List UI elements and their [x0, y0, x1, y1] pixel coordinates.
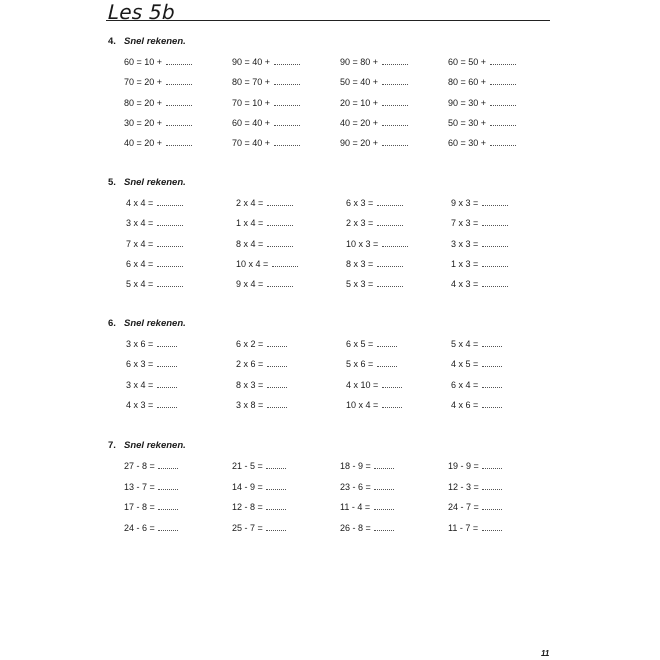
exercise-row — [0, 56, 660, 70]
exercise-expression: 70 = 10 + — [232, 97, 271, 108]
exercise-expression: 90 = 80 + — [340, 57, 379, 67]
answer-blank[interactable] — [157, 245, 183, 247]
answer-blank[interactable] — [377, 204, 403, 206]
exercise-item — [124, 117, 192, 129]
exercise-expression: 10 x 4 = — [346, 399, 379, 410]
answer-blank[interactable] — [482, 265, 508, 267]
exercise-expression: 4 x 3 = — [126, 399, 154, 410]
exercise-item — [448, 481, 502, 493]
exercise-item — [124, 460, 178, 472]
exercise-item — [232, 56, 300, 68]
exercise-item — [236, 399, 287, 411]
exercise-item — [448, 117, 516, 129]
exercise-item — [124, 97, 192, 109]
exercise-expression: 50 = 40 + — [340, 77, 379, 88]
exercise-item — [232, 97, 300, 109]
answer-blank[interactable] — [158, 508, 178, 510]
exercise-expression: 40 = 20 + — [340, 117, 379, 128]
answer-blank[interactable] — [267, 345, 287, 347]
exercise-expression: 4 x 5 = — [451, 359, 479, 370]
exercise-expression: 27 - 8 = — [124, 461, 155, 471]
exercise-item — [124, 501, 178, 513]
exercise-expression: 12 - 8 = — [232, 502, 263, 512]
exercise-expression: 3 x 6 = — [126, 339, 154, 349]
answer-blank[interactable] — [382, 245, 408, 247]
exercise-row — [0, 97, 660, 111]
exercise-item — [236, 238, 293, 250]
exercise-expression: 2 x 4 = — [236, 198, 264, 208]
exercise-expression: 4 x 10 = — [346, 379, 379, 390]
answer-blank[interactable] — [267, 406, 287, 408]
exercise-expression: 70 = 40 + — [232, 138, 271, 149]
answer-blank[interactable] — [482, 345, 502, 347]
answer-blank[interactable] — [482, 386, 502, 388]
answer-blank[interactable] — [374, 508, 394, 510]
answer-blank[interactable] — [382, 104, 408, 106]
exercise-item — [124, 56, 192, 68]
exercise-item — [451, 338, 502, 350]
answer-blank[interactable] — [266, 508, 286, 510]
page-title: Les 5b — [107, 0, 176, 24]
answer-blank[interactable] — [374, 529, 394, 531]
section-title: Snel rekenen. — [124, 36, 186, 47]
answer-blank[interactable] — [482, 467, 502, 469]
exercise-expression: 80 = 60 + — [448, 77, 487, 88]
exercise-item — [340, 76, 408, 88]
section-number: 6. — [108, 318, 116, 329]
answer-blank[interactable] — [490, 104, 516, 106]
exercise-item — [448, 460, 502, 472]
exercise-item — [451, 379, 502, 391]
answer-blank[interactable] — [157, 285, 183, 287]
exercise-item — [232, 137, 300, 149]
exercise-item — [346, 258, 403, 270]
answer-blank[interactable] — [490, 83, 516, 85]
section-number: 5. — [108, 177, 116, 188]
exercise-item — [451, 197, 508, 209]
answer-blank[interactable] — [158, 529, 178, 531]
exercise-expression: 11 - 7 = — [448, 522, 479, 533]
exercise-item — [448, 137, 516, 149]
section-number: 4. — [108, 36, 116, 47]
exercise-expression: 21 - 5 = — [232, 461, 263, 471]
exercise-item — [346, 379, 402, 391]
answer-blank[interactable] — [158, 467, 178, 469]
exercise-item — [340, 522, 394, 534]
exercise-expression: 4 x 4 = — [126, 198, 154, 208]
exercise-row — [0, 379, 660, 393]
exercise-expression: 24 - 6 = — [124, 522, 155, 533]
answer-blank[interactable] — [267, 365, 287, 367]
answer-blank[interactable] — [266, 488, 286, 490]
answer-blank[interactable] — [157, 345, 177, 347]
answer-blank[interactable] — [490, 124, 516, 126]
exercise-expression: 17 - 8 = — [124, 502, 155, 512]
exercise-expression: 9 x 3 = — [451, 198, 479, 208]
answer-blank[interactable] — [482, 365, 502, 367]
exercise-expression: 13 - 7 = — [124, 481, 155, 492]
exercise-item — [232, 117, 300, 129]
exercise-expression: 10 x 4 = — [236, 258, 269, 269]
exercise-expression: 5 x 4 = — [126, 279, 154, 290]
exercise-expression: 1 x 3 = — [451, 258, 479, 269]
answer-blank[interactable] — [382, 83, 408, 85]
exercise-item — [340, 481, 394, 493]
exercise-item — [126, 238, 183, 250]
exercise-item — [236, 217, 293, 229]
exercise-item — [126, 399, 177, 411]
exercise-item — [124, 137, 192, 149]
exercise-expression: 19 - 9 = — [448, 461, 479, 471]
exercise-row — [0, 399, 660, 413]
answer-blank[interactable] — [267, 285, 293, 287]
answer-blank[interactable] — [272, 265, 298, 267]
exercise-expression: 7 x 3 = — [451, 218, 479, 229]
exercise-expression: 60 = 10 + — [124, 57, 163, 67]
exercise-item — [340, 460, 394, 472]
exercise-item — [448, 56, 516, 68]
exercise-expression: 6 x 3 = — [126, 359, 154, 370]
exercise-item — [340, 501, 394, 513]
answer-blank[interactable] — [377, 345, 397, 347]
exercise-item — [448, 76, 516, 88]
exercise-row — [0, 501, 660, 515]
exercise-item — [236, 338, 287, 350]
answer-blank[interactable] — [274, 144, 300, 146]
exercise-row — [0, 238, 660, 252]
exercise-expression: 5 x 4 = — [451, 339, 479, 349]
exercise-item — [126, 197, 183, 209]
exercise-expression: 6 x 4 = — [126, 258, 154, 269]
answer-blank[interactable] — [490, 63, 516, 65]
exercise-expression: 5 x 3 = — [346, 279, 374, 290]
answer-blank[interactable] — [157, 386, 177, 388]
answer-blank[interactable] — [377, 265, 403, 267]
exercise-item — [124, 76, 192, 88]
answer-blank[interactable] — [382, 63, 408, 65]
exercise-item — [126, 278, 183, 290]
section-heading — [108, 177, 186, 188]
exercise-item — [451, 217, 508, 229]
exercise-expression: 5 x 6 = — [346, 359, 374, 370]
section-heading — [108, 318, 186, 329]
exercise-expression: 80 = 70 + — [232, 77, 271, 88]
answer-blank[interactable] — [482, 488, 502, 490]
exercise-item — [346, 238, 408, 250]
answer-blank[interactable] — [157, 224, 183, 226]
exercise-expression: 26 - 8 = — [340, 522, 371, 533]
exercise-item — [340, 97, 408, 109]
exercise-row — [0, 76, 660, 90]
exercise-expression: 11 - 4 = — [340, 502, 371, 512]
exercise-row — [0, 217, 660, 231]
exercise-item — [451, 258, 508, 270]
answer-blank[interactable] — [158, 488, 178, 490]
exercise-expression: 14 - 9 = — [232, 481, 263, 492]
answer-blank[interactable] — [267, 386, 287, 388]
exercise-row — [0, 117, 660, 131]
exercise-expression: 20 = 10 + — [340, 97, 379, 108]
exercise-expression: 40 = 20 + — [124, 138, 163, 149]
section-title: Snel rekenen. — [124, 318, 186, 329]
exercise-expression: 60 = 50 + — [448, 57, 487, 67]
exercise-expression: 18 - 9 = — [340, 461, 371, 471]
answer-blank[interactable] — [267, 224, 293, 226]
exercise-item — [124, 481, 178, 493]
exercise-item — [340, 56, 408, 68]
exercise-item — [236, 278, 293, 290]
exercise-expression: 3 x 4 = — [126, 218, 154, 229]
answer-blank[interactable] — [166, 83, 192, 85]
answer-blank[interactable] — [482, 529, 502, 531]
exercise-row — [0, 481, 660, 495]
exercise-expression: 90 = 20 + — [340, 138, 379, 149]
answer-blank[interactable] — [267, 245, 293, 247]
exercise-expression: 7 x 4 = — [126, 238, 154, 249]
exercise-row — [0, 137, 660, 151]
answer-blank[interactable] — [166, 144, 192, 146]
answer-blank[interactable] — [482, 406, 502, 408]
answer-blank[interactable] — [157, 406, 177, 408]
exercise-item — [448, 522, 502, 534]
exercise-item — [346, 278, 403, 290]
exercise-item — [451, 238, 508, 250]
exercise-expression: 25 - 7 = — [232, 522, 263, 533]
answer-blank[interactable] — [266, 467, 286, 469]
section-number: 7. — [108, 440, 116, 451]
exercise-item — [451, 358, 502, 370]
title-divider — [106, 20, 550, 21]
exercise-expression: 8 x 3 = — [346, 258, 374, 269]
answer-blank[interactable] — [482, 285, 508, 287]
exercise-item — [236, 358, 287, 370]
exercise-expression: 9 x 4 = — [236, 279, 264, 290]
exercise-item — [451, 399, 502, 411]
exercise-item — [236, 258, 298, 270]
exercise-expression: 30 = 20 + — [124, 117, 163, 128]
answer-blank[interactable] — [482, 508, 502, 510]
exercise-expression: 1 x 4 = — [236, 218, 264, 229]
exercise-item — [340, 117, 408, 129]
answer-blank[interactable] — [374, 467, 394, 469]
exercise-row — [0, 338, 660, 352]
exercise-expression: 6 x 5 = — [346, 339, 374, 349]
exercise-expression: 3 x 8 = — [236, 399, 264, 410]
answer-blank[interactable] — [267, 204, 293, 206]
exercise-expression: 90 = 30 + — [448, 97, 487, 108]
answer-blank[interactable] — [266, 529, 286, 531]
exercise-item — [236, 197, 293, 209]
exercise-item — [346, 399, 402, 411]
exercise-item — [346, 358, 397, 370]
exercise-expression: 23 - 6 = — [340, 481, 371, 492]
exercise-item — [126, 379, 177, 391]
exercise-expression: 70 = 20 + — [124, 77, 163, 88]
answer-blank[interactable] — [377, 285, 403, 287]
exercise-item — [232, 522, 286, 534]
answer-blank[interactable] — [166, 124, 192, 126]
exercise-expression: 4 x 6 = — [451, 399, 479, 410]
exercise-item — [451, 278, 508, 290]
answer-blank[interactable] — [382, 124, 408, 126]
exercise-row — [0, 460, 660, 474]
exercise-item — [232, 501, 286, 513]
exercise-item — [126, 217, 183, 229]
section-title: Snel rekenen. — [124, 177, 186, 188]
exercise-expression: 24 - 7 = — [448, 502, 479, 512]
exercise-item — [126, 358, 177, 370]
exercise-item — [448, 501, 502, 513]
answer-blank[interactable] — [274, 63, 300, 65]
exercise-expression: 2 x 6 = — [236, 359, 264, 370]
answer-blank[interactable] — [274, 124, 300, 126]
answer-blank[interactable] — [166, 63, 192, 65]
exercise-expression: 2 x 3 = — [346, 218, 374, 229]
exercise-item — [346, 338, 397, 350]
exercise-expression: 4 x 3 = — [451, 279, 479, 290]
answer-blank[interactable] — [274, 104, 300, 106]
exercise-expression: 3 x 3 = — [451, 238, 479, 249]
exercise-row — [0, 522, 660, 536]
answer-blank[interactable] — [382, 406, 402, 408]
answer-blank[interactable] — [482, 224, 508, 226]
section-heading — [108, 440, 186, 451]
exercise-row — [0, 197, 660, 211]
exercise-expression: 6 x 3 = — [346, 198, 374, 208]
exercise-item — [126, 258, 183, 270]
answer-blank[interactable] — [482, 204, 508, 206]
answer-blank[interactable] — [374, 488, 394, 490]
section-heading — [108, 36, 186, 47]
answer-blank[interactable] — [157, 204, 183, 206]
section-title: Snel rekenen. — [124, 440, 186, 451]
answer-blank[interactable] — [382, 386, 402, 388]
exercise-item — [236, 379, 287, 391]
exercise-row — [0, 278, 660, 292]
answer-blank[interactable] — [490, 144, 516, 146]
exercise-expression: 80 = 20 + — [124, 97, 163, 108]
answer-blank[interactable] — [274, 83, 300, 85]
exercise-expression: 50 = 30 + — [448, 117, 487, 128]
exercise-expression: 3 x 4 = — [126, 379, 154, 390]
answer-blank[interactable] — [382, 144, 408, 146]
answer-blank[interactable] — [377, 224, 403, 226]
exercise-item — [448, 97, 516, 109]
exercise-item — [346, 197, 403, 209]
exercise-expression: 8 x 4 = — [236, 238, 264, 249]
exercise-expression: 12 - 3 = — [448, 481, 479, 492]
exercise-item — [232, 460, 286, 472]
exercise-item — [232, 76, 300, 88]
answer-blank[interactable] — [166, 104, 192, 106]
exercise-item — [346, 217, 403, 229]
exercise-item — [124, 522, 178, 534]
exercise-expression: 90 = 40 + — [232, 57, 271, 67]
answer-blank[interactable] — [157, 265, 183, 267]
exercise-row — [0, 258, 660, 272]
answer-blank[interactable] — [377, 365, 397, 367]
exercise-expression: 10 x 3 = — [346, 238, 379, 249]
exercise-expression: 60 = 40 + — [232, 117, 271, 128]
exercise-row — [0, 358, 660, 372]
exercise-expression: 60 = 30 + — [448, 138, 487, 149]
exercise-expression: 8 x 3 = — [236, 379, 264, 390]
page-number: 11 — [541, 649, 550, 658]
exercise-expression: 6 x 4 = — [451, 379, 479, 390]
exercise-item — [232, 481, 286, 493]
exercise-item — [126, 338, 177, 350]
answer-blank[interactable] — [482, 245, 508, 247]
answer-blank[interactable] — [157, 365, 177, 367]
exercise-item — [340, 137, 408, 149]
exercise-expression: 6 x 2 = — [236, 339, 264, 349]
